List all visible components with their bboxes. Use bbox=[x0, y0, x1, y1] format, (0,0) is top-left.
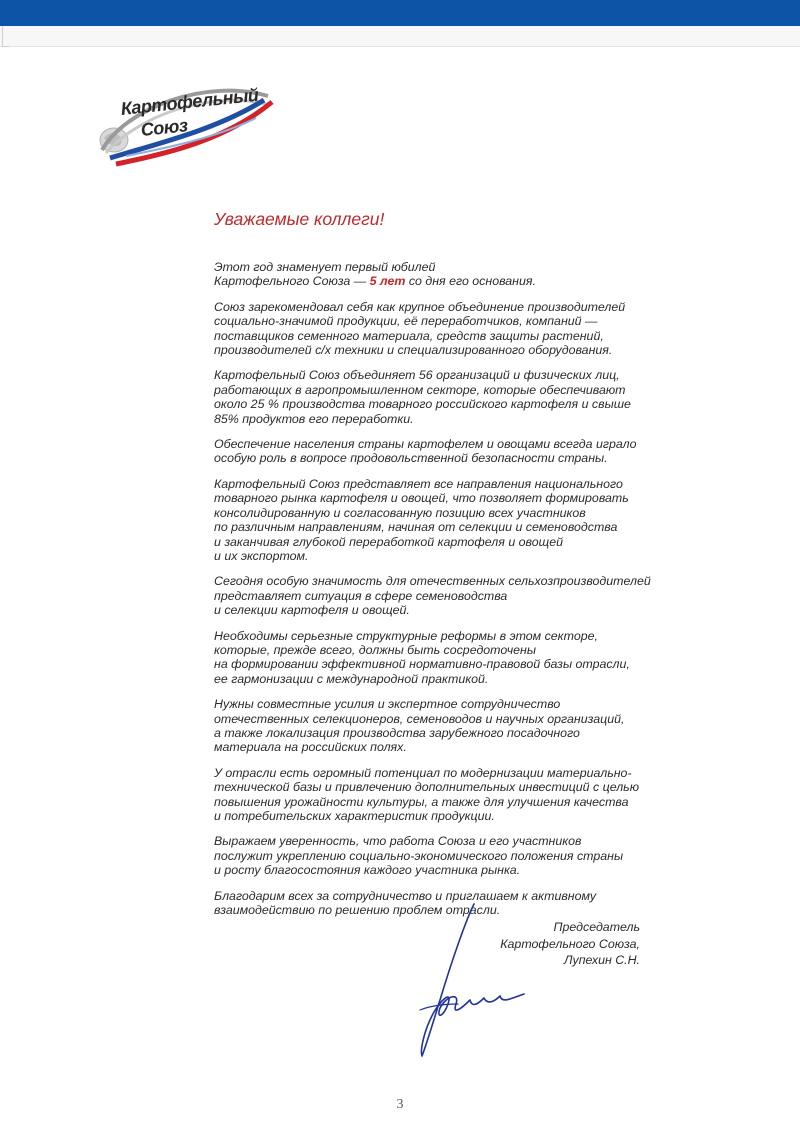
anniversary-highlight: 5 лет bbox=[369, 274, 406, 289]
paragraph-line: работающих в агропромышленном секторе, которые обеспечивают bbox=[214, 382, 626, 397]
intro-text: со дня его основания. bbox=[405, 274, 536, 289]
paragraph-line: и заканчивая глубокой переработкой картофеля и овощей bbox=[214, 534, 563, 549]
paragraph bbox=[214, 766, 654, 824]
signer-title: Председатель bbox=[553, 920, 640, 934]
paragraph bbox=[214, 437, 654, 466]
paragraph-line: У отрасли есть огромный потенциал по модернизации материально- bbox=[214, 765, 632, 780]
paragraph-line: 85% продуктов его переработки. bbox=[214, 411, 414, 426]
paragraph-line: особую роль в вопросе продовольственной безопасности страны. bbox=[214, 451, 608, 466]
page-number: 3 bbox=[396, 1097, 404, 1112]
logo-text-line1: Картофельный bbox=[119, 84, 260, 120]
letter-body bbox=[214, 208, 654, 928]
paragraph-line: материала на российских полях. bbox=[214, 740, 407, 755]
header-bar bbox=[0, 0, 800, 26]
paragraph-line: Благодарим всех за сотрудничество и приглашаем к активному bbox=[214, 888, 597, 903]
paragraph bbox=[214, 834, 654, 877]
paragraph-line: Необходимы серьезные структурные реформы в этом секторе, bbox=[214, 628, 598, 643]
paragraph-line: Обеспечение населения страны картофелем и овощами всегда играло bbox=[214, 437, 637, 452]
signature-block bbox=[500, 919, 640, 969]
paragraph-line: повышения урожайности культуры, а также для улучшения качества bbox=[214, 794, 629, 809]
paragraph-line: отечественных селекционеров, семеноводов и научных организаций, bbox=[214, 711, 625, 726]
paragraph-line: а также локализация производства зарубежного посадочного bbox=[214, 725, 580, 740]
header-band bbox=[0, 26, 800, 47]
intro-paragraph bbox=[214, 260, 654, 289]
paragraph bbox=[214, 477, 654, 563]
paragraph-line: производителей с/х техники и специализированного оборудования. bbox=[214, 343, 613, 358]
paragraph-line: и их экспортом. bbox=[214, 548, 309, 563]
paragraph-line: около 25 % производства товарного российского картофеля и свыше bbox=[214, 397, 631, 412]
paragraph-line: консолидированную и согласованную позицию всех участников bbox=[214, 505, 586, 520]
paragraph-line: ее гармонизации с международной практикой. bbox=[214, 671, 489, 686]
paragraph bbox=[214, 368, 654, 426]
paragraph-line: и росту благосостояния каждого участника рынка. bbox=[214, 863, 521, 878]
intro-line bbox=[214, 274, 654, 288]
paragraph-line: Картофельный Союз объединяет 56 организаций и физических лиц, bbox=[214, 368, 620, 383]
paragraph-line: и селекции картофеля и овощей. bbox=[214, 603, 410, 618]
paragraph-line: товарного рынка картофеля и овощей, что позволяет формировать bbox=[214, 491, 629, 506]
paragraph-line: взаимодействию по решению проблем отрасли. bbox=[214, 903, 501, 918]
paragraph-line: Союз зарекомендовал себя как крупное объединение производителей bbox=[214, 299, 626, 314]
paragraph-line: Выражаем уверенность, что работа Союза и его участников bbox=[214, 834, 582, 849]
paragraph-line: по различным направлениям, начиная от селекции и семеноводства bbox=[214, 520, 618, 535]
paragraph-line: которые, прежде всего, должны быть сосредоточены bbox=[214, 642, 536, 657]
paragraph bbox=[214, 300, 654, 358]
paragraph-line: поставщиков семенного материала, средств защиты растений, bbox=[214, 328, 604, 343]
paragraph bbox=[214, 629, 654, 687]
paragraph-line: представляет ситуация в сфере семеноводства bbox=[214, 588, 508, 603]
signer-organization: Картофельного Союза, bbox=[500, 936, 640, 951]
greeting-heading: Уважаемые коллеги! bbox=[214, 209, 385, 229]
signer-name: Лупехин С.Н. bbox=[564, 953, 640, 967]
paragraph-line: Картофельный Союз представляет все направления национального bbox=[214, 476, 623, 491]
paragraph-line: технической базы и привлечению дополнительных инвестиций с целью bbox=[214, 780, 640, 795]
paragraph-line: и потребительских характеристик продукции. bbox=[214, 809, 495, 823]
paragraph-line: на формировании эффективной нормативно-правовой базы отрасли, bbox=[214, 657, 630, 672]
paragraph-line: Сегодня особую значимость для отечественных сельхозпроизводителей bbox=[214, 574, 651, 589]
intro-line: Этот год знаменует первый юбилей bbox=[214, 260, 436, 274]
paragraph bbox=[214, 697, 654, 755]
paragraph-line: социально-значимой продукции, её переработчиков, компаний — bbox=[214, 314, 598, 329]
paragraph-line: Нужны совместные усилия и экспертное сотрудничество bbox=[214, 697, 561, 712]
paragraph bbox=[214, 574, 654, 617]
logo-text-line2: Союз bbox=[139, 115, 189, 141]
paragraph-line: послужит укреплению социально-экономического положения страны bbox=[214, 848, 624, 863]
header-band-edge bbox=[2, 26, 9, 47]
intro-text: Картофельного Союза — bbox=[214, 274, 370, 289]
